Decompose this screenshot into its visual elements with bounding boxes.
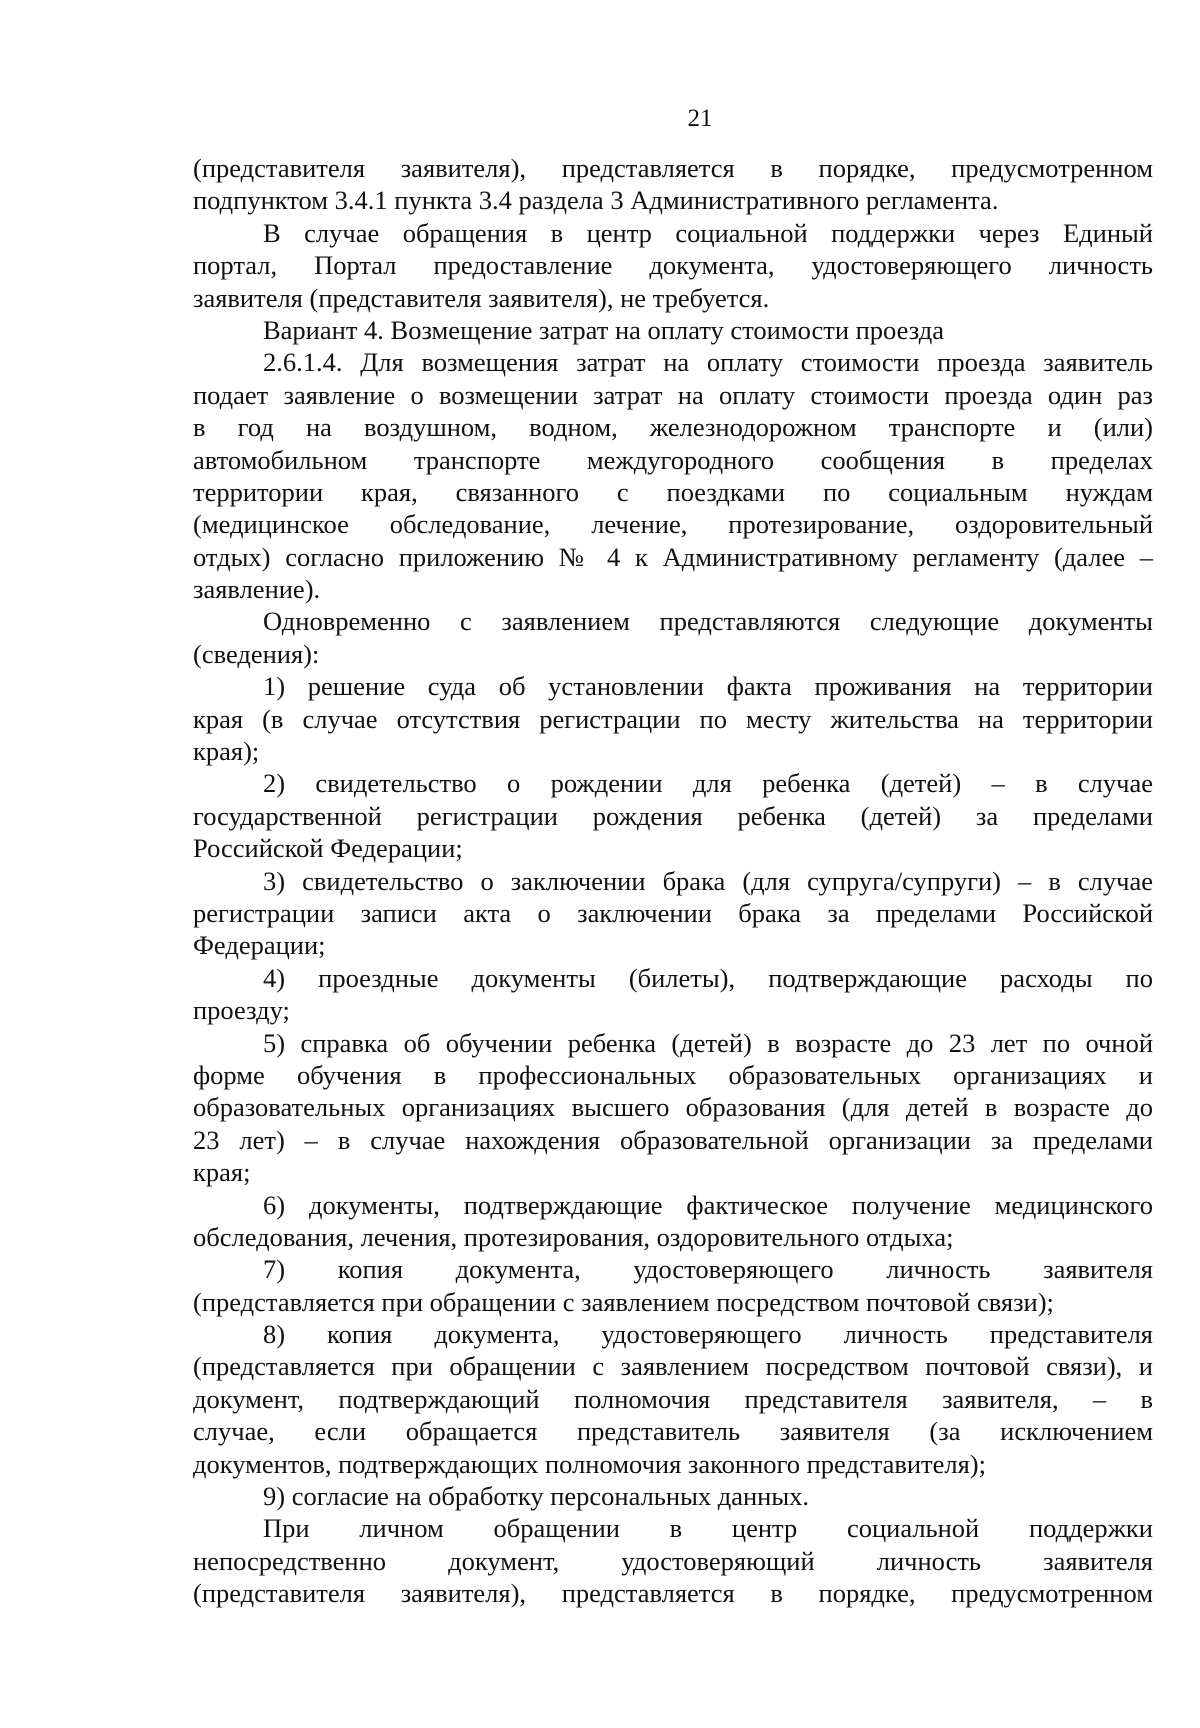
text-line: (представителя заявителя), представляется в порядке, предусмотренном	[193, 153, 1153, 183]
text-line: случае, если обращается представитель заявителя (за исключением	[193, 1416, 1153, 1447]
text-line: (сведения):	[193, 638, 320, 669]
text-line: 6) документы, подтверждающие фактическое получение медицинского	[263, 1189, 1153, 1220]
text-line: 1) решение суда об установлении факта проживания на территории	[263, 671, 1153, 702]
text-line: (медицинское обследование, лечение, протезирование, оздоровительный	[193, 509, 1153, 540]
text-line: 5) справка об обучении ребенка (детей) в возрасте до 23 лет по очной	[263, 1027, 1153, 1058]
text-line: автомобильном транспорте междугородного сообщения в пределах	[193, 444, 1153, 475]
text-line: отдых) согласно приложению № 4 к Административному регламенту (далее –	[193, 541, 1153, 572]
text-line: В случае обращения в центр социальной поддержки через Единый	[263, 217, 1153, 248]
text-line: образовательных организациях высшего образования (для детей в возрасте до	[193, 1092, 1153, 1123]
document-body	[193, 152, 1153, 1610]
text-line: документов, подтверждающих полномочия законного представителя);	[193, 1448, 986, 1479]
text-line: подпунктом 3.4.1 пункта 3.4 раздела 3 Административного регламента.	[193, 185, 999, 216]
text-line: государственной регистрации рождения ребенка (детей) за пределами	[193, 800, 1153, 831]
text-line: Вариант 4. Возмещение затрат на оплату стоимости проезда	[263, 314, 944, 345]
text-line: 2.6.1.4. Для возмещения затрат на оплату стоимости проезда заявитель	[263, 347, 1153, 378]
text-line: форме обучения в профессиональных образовательных организациях и	[193, 1059, 1153, 1090]
page-number: 21	[687, 105, 713, 132]
text-line: края);	[193, 736, 260, 767]
text-line: края;	[193, 1157, 251, 1188]
text-line: заявителя (представителя заявителя), не требуется.	[193, 282, 770, 313]
text-line: подает заявление о возмещении затрат на оплату стоимости проезда один раз	[193, 379, 1153, 410]
text-line: в год на воздушном, водном, железнодорожном транспорте и (или)	[193, 412, 1153, 443]
text-line: территории края, связанного с поездками по социальным нуждам	[193, 476, 1153, 507]
text-line: Федерации;	[193, 930, 326, 961]
text-line: 9) согласие на обработку персональных данных.	[263, 1481, 810, 1512]
text-line: 3) свидетельство о заключении брака (для супруга/супруги) – в случае	[263, 865, 1153, 896]
text-line: (представителя заявителя), представляется в порядке, предусмотренном	[193, 1578, 1153, 1609]
text-line: непосредственно документ, удостоверяющий личность заявителя	[193, 1545, 1153, 1576]
text-line: 7) копия документа, удостоверяющего личность заявителя	[263, 1254, 1153, 1285]
text-line: края (в случае отсутствия регистрации по месту жительства на территории	[193, 703, 1153, 734]
text-line: обследования, лечения, протезирования, оздоровительного отдыха;	[193, 1221, 954, 1252]
text-line: 2) свидетельство о рождении для ребенка (детей) – в случае	[263, 768, 1153, 799]
text-line: Российской Федерации;	[193, 833, 463, 864]
text-line: документ, подтверждающий полномочия представителя заявителя, – в	[193, 1383, 1153, 1414]
text-line: портал, Портал предоставление документа, удостоверяющего личность	[193, 250, 1153, 281]
text-line: (представляется при обращении с заявлением посредством почтовой связи);	[193, 1286, 1054, 1317]
text-line: регистрации записи акта о заключении брака за пределами Российской	[193, 897, 1153, 928]
text-line: При личном обращении в центр социальной поддержки	[263, 1513, 1153, 1544]
text-line: заявление).	[193, 574, 321, 605]
text-line: Одновременно с заявлением представляются следующие документы	[263, 606, 1153, 637]
text-line: 8) копия документа, удостоверяющего личность представителя	[263, 1319, 1153, 1350]
text-line: 4) проездные документы (билеты), подтверждающие расходы по	[263, 962, 1153, 993]
text-line: 23 лет) – в случае нахождения образовательной организации за пределами	[193, 1124, 1153, 1155]
text-line: (представляется при обращении с заявлением посредством почтовой связи), и	[193, 1351, 1153, 1382]
text-line: проезду;	[193, 995, 290, 1026]
